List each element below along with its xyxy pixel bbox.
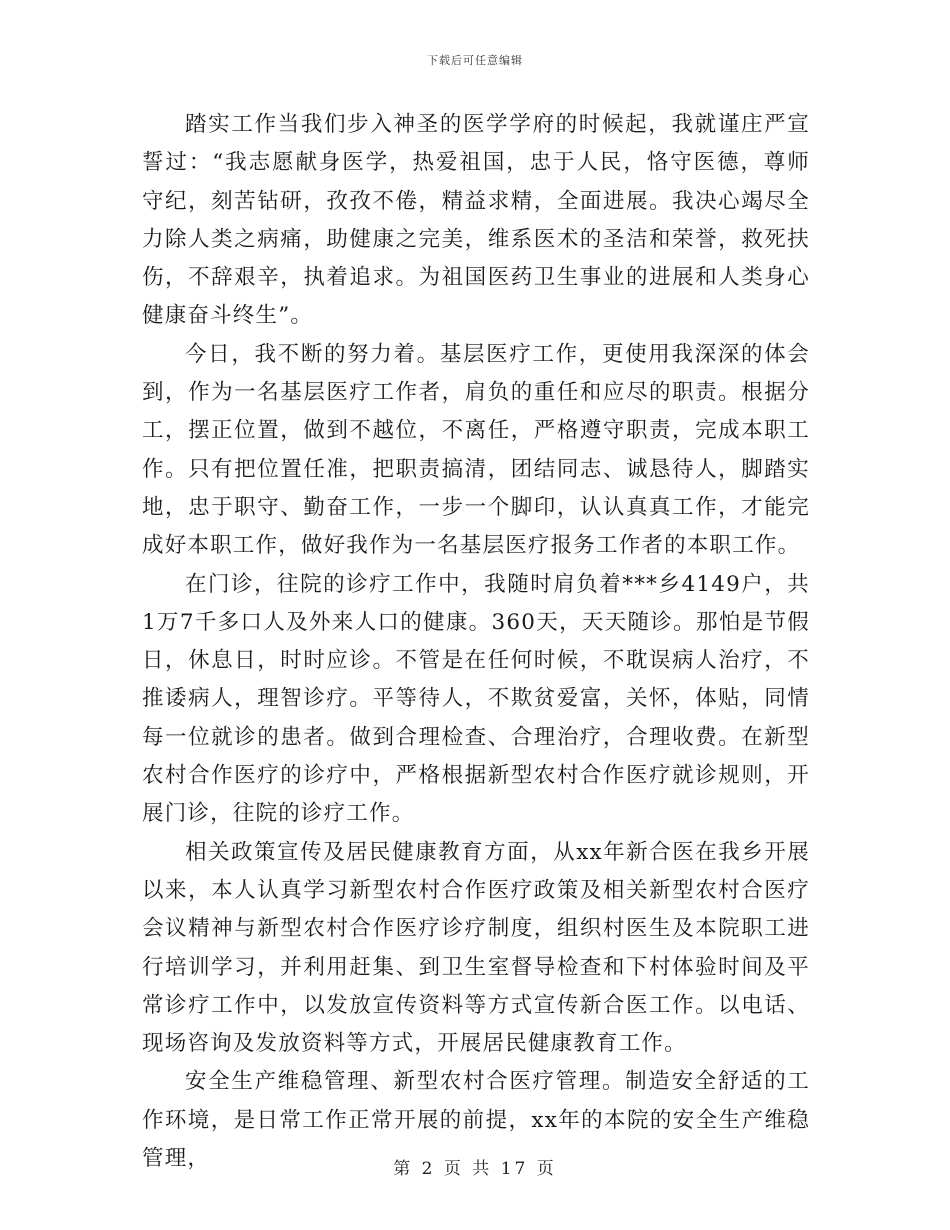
paragraph-policy-education: 相关政策宣传及居民健康教育方面，从xx年新合医在我乡开展以来，本人认真学习新型农村合作医疗政策及相关新型农村合医疗会议精神与新型农村合作医疗诊疗制度，组织村医生及本院职工进行培训学习，并利用赶集、到卫生室督导检查和下村体验时间及平常诊疗工作中，以发放宣传资料等方式宣传新合医工作。以电话、现场咨询及发放资料等方式，开展居民健康教育工作。 [142, 839, 810, 1057]
paragraph-outpatient: 在门诊，往院的诊疗工作中，我随时肩负着***乡4149户，共1万7千多口人及外来人口的健康。360天，天天随诊。那怕是节假日，休息日，时时应诊。不管是在任何时候，不耽误病人治疗，不推诿病人，理智诊疗。平等待人，不欺贫爱富，关怀，体贴，同情每一位就诊的患者。做到合理检查、合理治疗，合理收费。在新型农村合作医疗的诊疗中，严格根据新型农村合作医疗就诊规则，开展门诊，往院的诊疗工作。 [142, 571, 810, 827]
page-number-footer: 第 2 页 共 17 页 [393, 1159, 557, 1179]
paragraph-daily-work: 今日，我不断的努力着。基层医疗工作，更使用我深深的体会到，作为一名基层医疗工作者，肩负的重任和应尽的职责。根据分工，摆正位置，做到不越位，不离任，严格遵守职责，完成本职工作。只有把位置任准，把职责搞清，团结同志、诚恳待人，脚踏实地，忠于职守、勤奋工作，一步一个脚印，认认真真工作，才能完成好本职工作，做好我作为一名基层医疗报务工作者的本职工作。 [142, 341, 810, 559]
page-header-note: 下载后可任意编辑 [427, 54, 523, 67]
document-body [142, 106, 810, 1178]
paragraph-oath: 踏实工作当我们步入神圣的医学学府的时候起，我就谨庄严宣誓过：“我志愿献身医学，热爱祖国，忠于人民，恪守医德，尊师守纪，刻苦钻研，孜孜不倦，精益求精，全面进展。我决心竭尽全力除人类之病痛，助健康之完美，维系医术的圣洁和荣誉，救死扶伤，不辞艰辛，执着追求。为祖国医药卫生事业的进展和人类身心健康奋斗终生”。 [142, 112, 810, 329]
paragraph-safety-management: 安全生产维稳管理、新型农村合医疗管理。制造安全舒适的工作环境，是日常工作正常开展的前提，xx年的本院的安全生产维稳管理， [142, 1069, 810, 1172]
